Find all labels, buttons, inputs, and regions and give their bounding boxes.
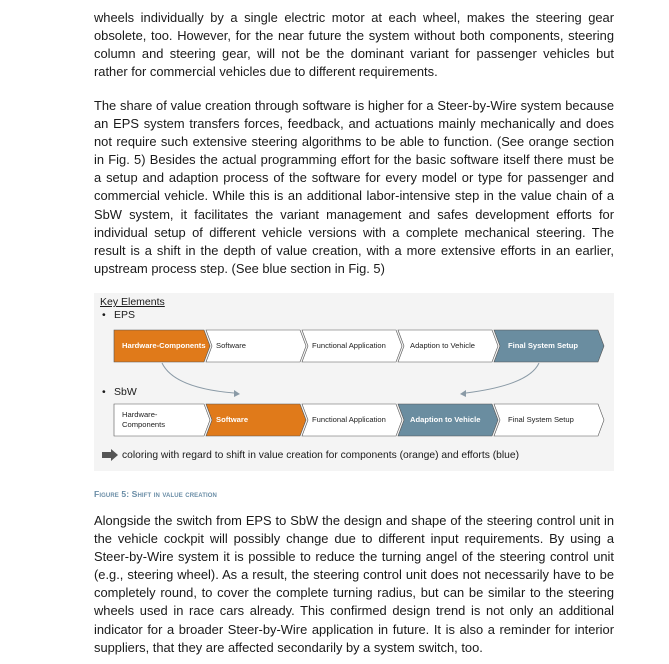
bullet-eps-label: EPS (114, 309, 136, 321)
figure-value-creation (94, 293, 614, 471)
eps-step-hardware-label: Hardware-Components (122, 341, 206, 350)
shift-arrows (94, 293, 614, 471)
eps-step-functional-label: Functional Application (312, 341, 386, 350)
sbw-step-functional (302, 404, 402, 436)
figure-note (102, 449, 519, 461)
sbw-step-hardware (114, 404, 210, 436)
eps-step-software-label: Software (216, 341, 246, 350)
sbw-step-adaption (398, 404, 498, 436)
sbw-step-software-label: Software (216, 415, 249, 424)
bullet-sbw: • SbW (102, 386, 137, 398)
sbw-step-software (206, 404, 306, 436)
sbw-step-final-label: Final System Setup (508, 415, 574, 424)
right-arrow-icon (102, 449, 118, 461)
sbw-step-hardware-label: Hardware- Components (122, 410, 166, 429)
figure-title: Key Elements (100, 296, 165, 308)
bullet-eps: • EPS (102, 309, 136, 321)
eps-step-adaption-label: Adaption to Vehicle (410, 341, 476, 350)
paragraph-2: The share of value creation through software is higher for a Steer-by-Wire system because an EPS system transfers forces, feedback, and actuations mainly mechanically and does not require such extensive steering algorithms to be able to function. (See orange section in Fig. 5) Besides the actual programming effort for the basic software itself there must be a setup and adaption process of the software for every model or type for passenger and commercial vehicle. While this is an additional labor-intensive step in the value chain of a SbW system, it facilitates the variant management and safes development efforts for individual setup of different vehicle versions with a complete mechanical steering. The result is a shift in the depth of value creation, with a more extensive efforts in an earlier, upstream process step. (See blue section in Fig. 5) (94, 98, 614, 276)
sbw-step-final (494, 404, 604, 436)
figure-note-text: coloring with regard to shift in value creation for components (orange) and efforts (blue) (122, 449, 520, 461)
bullet-sbw-label: SbW (114, 386, 137, 398)
sbw-step-adaption-label: Adaption to Vehicle (410, 415, 481, 424)
figure-caption: Figure 5: Shift in value creation (94, 489, 217, 499)
eps-step-final-label: Final System Setup (508, 341, 579, 350)
paragraph-3: Alongside the switch from EPS to SbW the design and shape of the steering control unit in the vehicle cockpit will possibly change due to different input requirements. By using a Steer-by-Wire system it is possible to reduce the turning angel of the steering control unit (e.g., steering wheel). As a result, the steering control unit does not necessarily have to be completely round, to cover the complete turning radius, but can be similar to the steering wheels used in race cars already. This confirmed design trend is not only an additional indicator for a broader Steer-by-Wire application in future. It is also a reminder for interior suppliers, that they are affected secondarily by a system switch, too. (94, 513, 614, 655)
sbw-step-functional-label: Functional Application (312, 415, 386, 424)
paragraph-1: wheels individually by a single electric motor at each wheel, makes the steering gear obsolete, too. However, for the near future the system without both components, steering column and steering gear, will not be the dominant variant for passenger vehicles but rather for commercial vehicles due to different requirements. (94, 10, 614, 80)
